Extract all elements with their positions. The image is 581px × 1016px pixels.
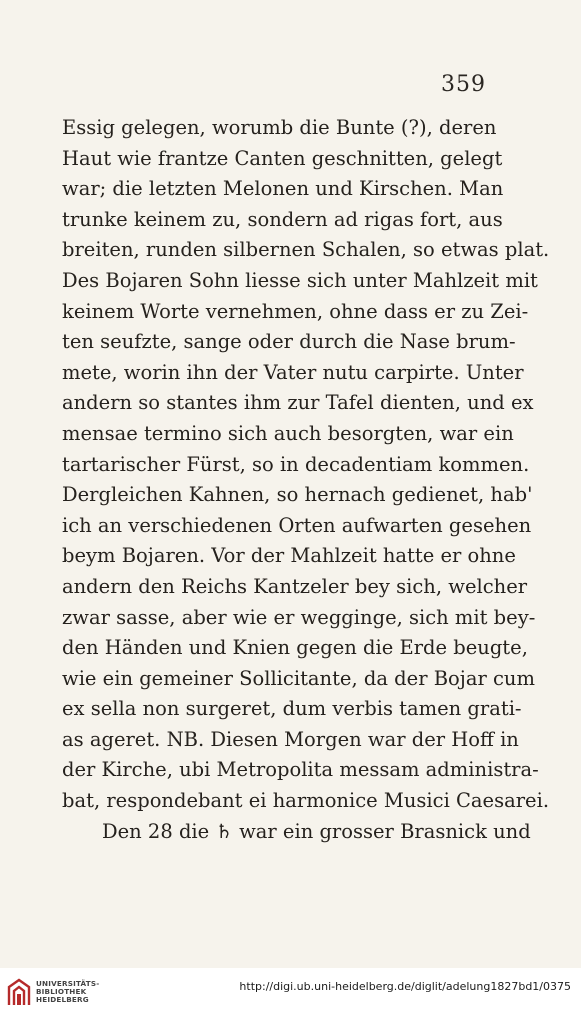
text-line: beym Bojaren. Vor der Mahlzeit hatte er ohne [62, 544, 516, 568]
library-name [36, 980, 99, 1004]
text-line: breiten, runden silbernen Schalen, so etwas plat. [62, 238, 550, 262]
text-line: bat, respondebant ei harmonice Musici Caesarei. [62, 789, 550, 813]
library-name-line: BIBLIOTHEK [36, 987, 87, 996]
source-url-link[interactable]: http://digi.ub.uni-heidelberg.de/diglit/adelung1827bd1/0375 [239, 980, 571, 993]
page-number: 359 [441, 72, 486, 97]
text-line: Essig gelegen, worumb die Bunte (?), deren [62, 116, 497, 139]
text-line: Haut wie frantze Canten geschnitten, gelegt [62, 146, 503, 170]
text-line: andern so stantes ihm zur Tafel dienten, und ex [62, 391, 534, 415]
text-line: war; die letzten Melonen und Kirschen. Man [62, 177, 504, 201]
text-line: den Händen und Knien gegen die Erde beugte, [62, 636, 528, 660]
text-line: andern den Reichs Kantzeler bey sich, welcher [62, 574, 528, 598]
text-line: as ageret. NB. Diesen Morgen war der Hoff in [62, 727, 519, 751]
body-text [62, 113, 550, 847]
library-name-line: UNIVERSITÄTS- [36, 979, 100, 988]
text-line: tartarischer Fürst, so in decadentiam kommen. [62, 452, 530, 476]
library-name-line: HEIDELBERG [36, 995, 89, 1004]
heidelberg-library-logo-icon [6, 978, 32, 1008]
text-line: Den 28 die ♄ war ein grosser Brasnick und [102, 819, 531, 843]
text-line: mete, worin ihn der Vater nutu carpirte. Unter [62, 360, 524, 384]
text-line: Dergleichen Kahnen, so hernach gedienet, hab' [62, 483, 533, 507]
text-line: keinem Worte vernehmen, ohne dass er zu Zei- [62, 299, 529, 323]
text-line: ex sella non surgeret, dum verbis tamen grati- [62, 697, 522, 721]
text-line: trunke keinem zu, sondern ad rigas fort, aus [62, 207, 503, 231]
text-line: ten seufzte, sange oder durch die Nase brum- [62, 330, 516, 354]
text-line: der Kirche, ubi Metropolita messam administra- [62, 758, 539, 782]
text-line: ich an verschiedenen Orten aufwarten gesehen [62, 513, 532, 537]
text-line: Des Bojaren Sohn liesse sich unter Mahlzeit mit [62, 268, 538, 292]
text-line: wie ein gemeiner Sollicitante, da der Bojar cum [62, 666, 535, 690]
text-line: mensae termino sich auch besorgten, war ein [62, 421, 514, 445]
text-line: zwar sasse, aber wie er wegginge, sich mit bey- [62, 605, 536, 629]
